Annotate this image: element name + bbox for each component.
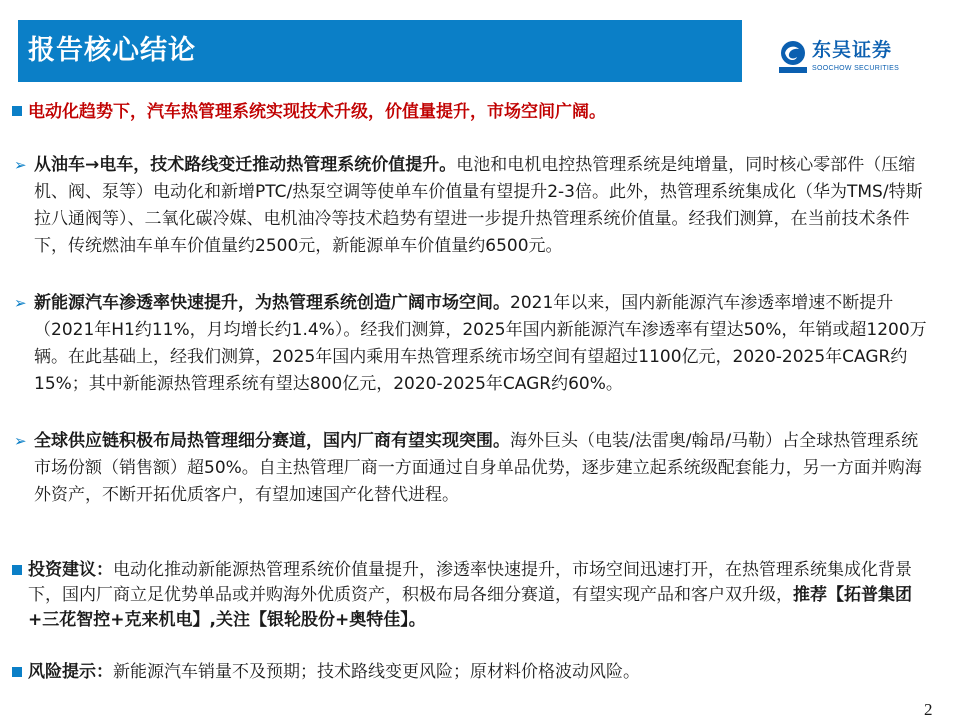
page-number: 2 (924, 700, 933, 719)
page-title: 报告核心结论 (28, 35, 196, 66)
investment-advice (12, 558, 942, 633)
bullet-text: 2021年以来，国内新能源汽车渗透率增速不断提升（2021年H1约11%，月均增长约1.4%）。经我们测算，2025年国内新能源汽车渗透率有望达50%，年销或超1200万辆。在此基础上，经我们测算，2025年国内乘用车热管理系统市场空间有望超过1100亿元，2020-2025年CAGR约15%；其中新能源热管理系统有望达800亿元，2020-2025年CAGR约60%。 (34, 293, 927, 394)
square-bullet-icon (12, 106, 22, 116)
logo-mark-icon (778, 40, 808, 74)
risk-warning (12, 660, 942, 685)
header-bar (18, 20, 742, 82)
logo-chinese-name: 东吴证券 (812, 39, 893, 61)
square-bullet-icon (12, 667, 22, 677)
bullet-bold-lead: 新能源汽车渗透率快速提升，为热管理系统创造广阔市场空间。 (34, 293, 510, 313)
bullet-bold-lead: 全球供应链积极布局热管理细分赛道，国内厂商有望实现突围。 (34, 431, 510, 451)
company-logo (778, 38, 928, 78)
bullet-text: 海外巨头（电装/法雷奥/翰昂/马勒）占全球热管理系统市场份额（销售额）超50%。自主热管理厂商一方面通过自身单品优势，逐步建立起系统级配套能力，另一方面并购海外资产，不断开拓优质客户，有望加速国产化替代进程。 (34, 431, 922, 505)
risk-label: 风险提示： (28, 662, 113, 682)
bullet-item (14, 428, 934, 509)
headline (12, 100, 942, 124)
bullet-text: 电池和电机电控热管理系统是纯增量，同时核心零部件（压缩机、阀、泵等）电动化和新增PTC/热泵空调等使单车价值量有望提升2-3倍。此外，热管理系统集成化（华为TMS/特斯拉八通阀等）、二氧化碳冷媒、电机油冷等技术趋势有望进一步提升热管理系统价值量。经我们测算，在当前技术条件下，传统燃油车单车价值量约2500元，新能源单车价值量约6500元。 (34, 155, 923, 256)
arrow-bullet-icon: ➢ (14, 156, 27, 174)
bullet-item (14, 290, 934, 398)
investment-label: 投资建议： (28, 560, 113, 580)
arrow-bullet-icon: ➢ (14, 432, 27, 450)
headline-text: 电动化趋势下，汽车热管理系统实现技术升级，价值量提升，市场空间广阔。 (28, 102, 606, 122)
investment-recommendation: 推荐【拓普集团+三花智控+克来机电】,关注【银轮股份+奥特佳】。 (28, 585, 912, 630)
investment-text: 电动化推动新能源热管理系统价值量提升，渗透率快速提升，市场空间迅速打开，在热管理系统集成化背景下，国内厂商立足优势单品或并购海外优质资产，积极布局各细分赛道，有望实现产品和客户双升级， (28, 560, 912, 605)
risk-text: 新能源汽车销量不及预期；技术路线变更风险；原材料价格波动风险。 (113, 662, 640, 682)
square-bullet-icon (12, 565, 22, 575)
bullet-bold-lead: 从油车→电车，技术路线变迁推动热管理系统价值提升。 (34, 155, 457, 175)
logo-english-name: SOOCHOW SECURITIES (812, 65, 900, 72)
arrow-bullet-icon: ➢ (14, 294, 27, 312)
bullet-item (14, 152, 934, 260)
